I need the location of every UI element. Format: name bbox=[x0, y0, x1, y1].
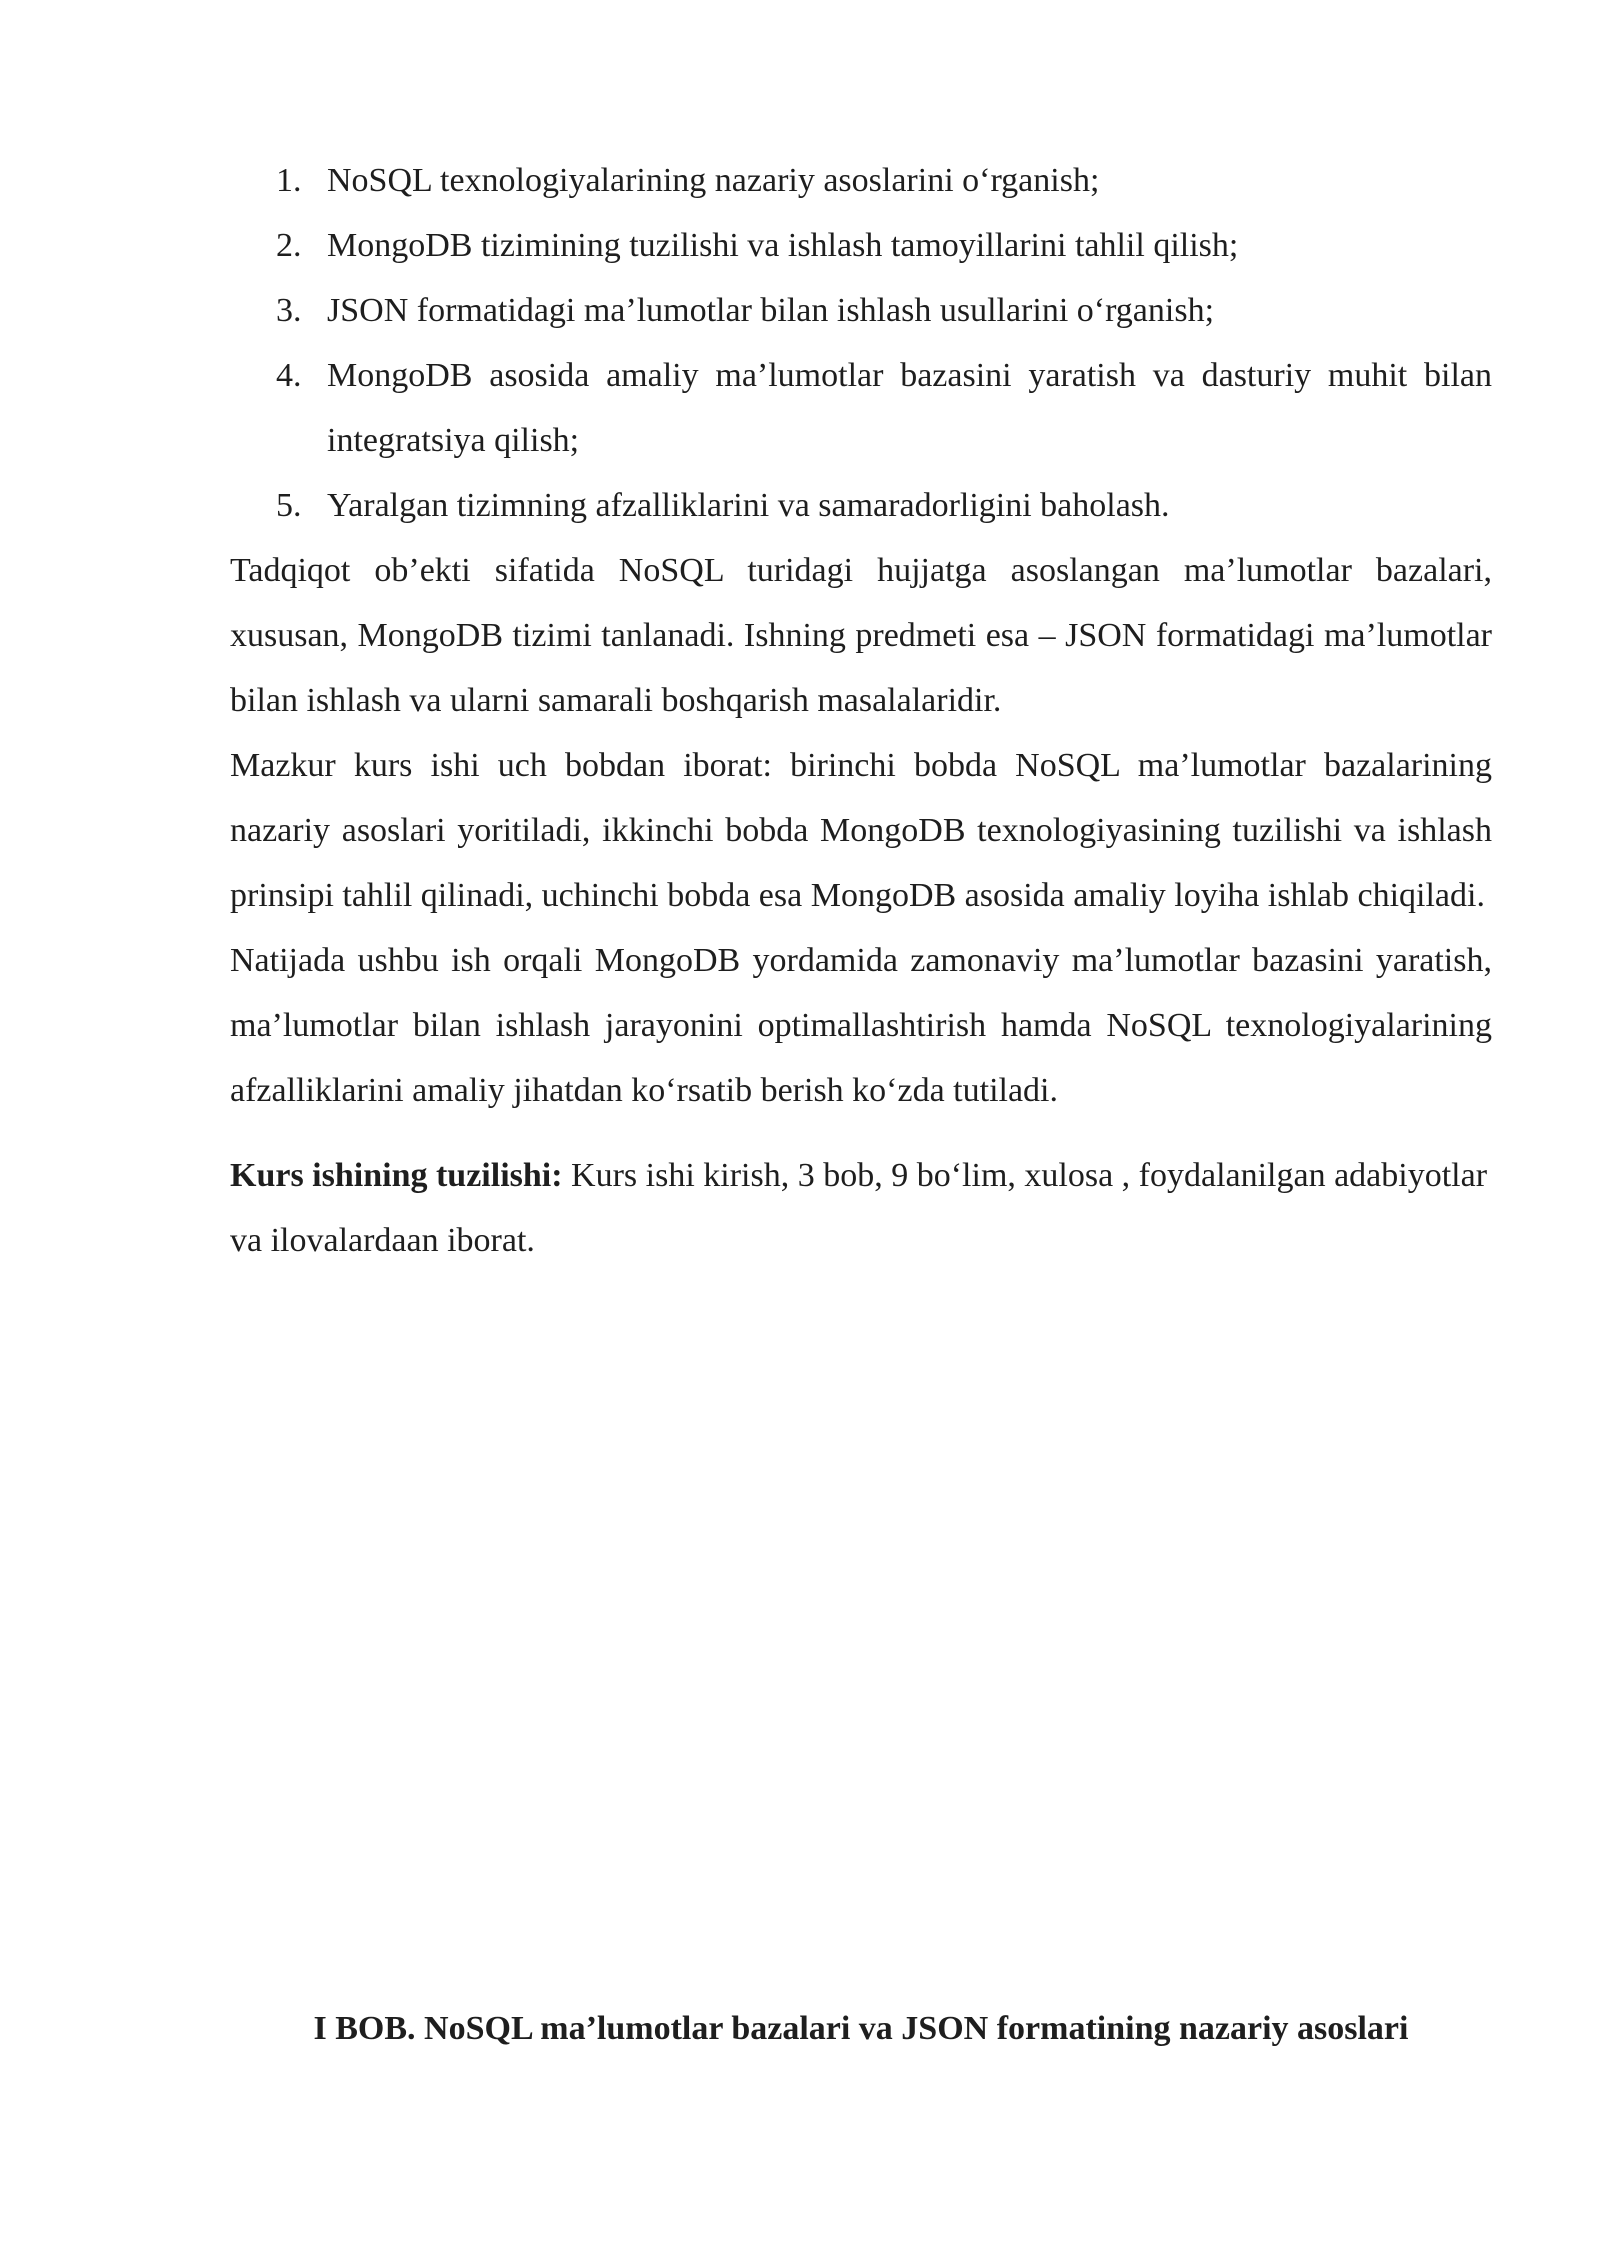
list-item-number: 3. bbox=[276, 292, 302, 329]
list-item-number: 5. bbox=[276, 487, 302, 524]
results-paragraph: Natijada ushbu ish orqali MongoDB yordamida zamonaviy ma’lumotlar bazasini yaratish, ma’lumotlar bilan ishlash jarayonini optimallashtirish hamda NoSQL texnologiyalarining afzalliklarini amaliy jihatdan ko‘rsatib berish ko‘zda tutiladi. bbox=[230, 942, 1492, 1109]
list-item-number: 2. bbox=[276, 227, 302, 264]
list-item-text: NoSQL texnologiyalarining nazariy asoslarini o‘rganish; bbox=[327, 162, 1100, 199]
research-object-paragraph: Tadqiqot ob’ekti sifatida NoSQL turidagi hujjatga asoslangan ma’lumotlar bazalari, xususan, MongoDB tizimi tanlanadi. Ishning predmeti esa – JSON formatidagi ma’lumotlar bilan ishlash va ularni samarali boshqarish masalalaridir. bbox=[230, 552, 1492, 719]
list-item-text: Yaralgan tizimning afzalliklarini va samaradorligini baholash. bbox=[327, 487, 1170, 524]
list-item-text: JSON formatidagi ma’lumotlar bilan ishlash usullarini o‘rganish; bbox=[327, 292, 1215, 329]
page-content bbox=[230, 148, 1492, 1273]
structure-label: Kurs ishining tuzilishi: bbox=[230, 1157, 563, 1194]
objectives-list bbox=[230, 148, 1492, 538]
list-item bbox=[230, 343, 1492, 473]
list-item-number: 1. bbox=[276, 162, 302, 199]
structure-text: Kurs ishi kirish, 3 bob, 9 bo‘lim, xulosa , foydalanilgan adabiyotlar va ilovalardaan iborat. bbox=[230, 1157, 1488, 1259]
chapter-heading: I BOB. NoSQL ma’lumotlar bazalari va JSON formatining nazariy asoslari bbox=[313, 2010, 1409, 2047]
list-item bbox=[230, 213, 1492, 278]
list-item-number: 4. bbox=[276, 357, 302, 394]
list-item-text: MongoDB tizimining tuzilishi va ishlash tamoyillarini tahlil qilish; bbox=[327, 227, 1239, 264]
structure-paragraph bbox=[230, 1143, 1492, 1273]
list-item bbox=[230, 473, 1492, 538]
list-item bbox=[230, 148, 1492, 213]
list-item-text: MongoDB asosida amaliy ma’lumotlar bazasini yaratish va dasturiy muhit bilan integratsiya qilish; bbox=[327, 357, 1492, 459]
chapters-overview-paragraph: Mazkur kurs ishi uch bobdan iborat: birinchi bobda NoSQL ma’lumotlar bazalarining nazariy asoslari yoritiladi, ikkinchi bobda MongoDB texnologiyasining tuzilishi va ishlash prinsipi tahlil qilinadi, uchinchi bobda esa MongoDB asosida amaliy loyiha ishlab chiqiladi. bbox=[230, 747, 1492, 914]
list-item bbox=[230, 278, 1492, 343]
